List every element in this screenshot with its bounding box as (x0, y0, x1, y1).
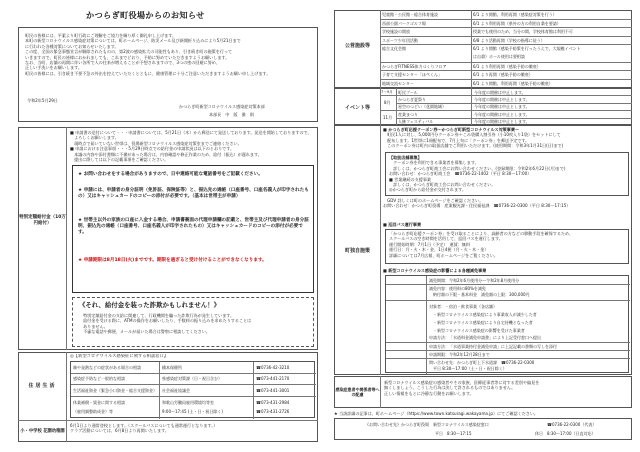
school-line: 6月1日より通常登校とします。（スクールバスについても通常運行となります。） (70, 423, 218, 428)
residence-label: 住居生活 (28, 382, 57, 389)
footer-hours-holiday: 休日 8:30～17:00（日直対応） (535, 431, 596, 436)
support-method-1: 申請方法：「水道料金減免申請書」により上記受付窓口へ提出 (429, 335, 541, 340)
event-row-0-text: 今年度の開催は中止します。 (474, 89, 526, 95)
recruit-line: 詳しくは、かつらぎ町商工会にお問い合わせください。(登録期限：令和2年6月22日(月)まで) (389, 165, 566, 171)
recruit-line: お問い合わせ：かつらぎ町商工会 ☎0736-22-1402（平日 8:30～17:00） (389, 171, 532, 177)
intro-line: ■ 申請における注意事項・・・5月29日時点での給付金の申請状況は以下のとおりです。 (70, 146, 235, 152)
bus-line: 詳細については7月広報、町ホームページをご覧ください。 (389, 252, 498, 258)
warning-id-copy: ★ 申請には、申請者の身分証明（免許証、保険証等）と、振込先の通帳（口座番号、口座名義人が印字されたもの）又はキャッシュカードのコピーの添付が必要です。（基本は世帯主が申請） (78, 188, 309, 200)
support-deadline: 申請期限：令和2年12月28日まで (429, 352, 490, 357)
consideration-line: 新型コロナウイルス感染症の感染者やその家族、医療従事者等に対する差別や偏見を (384, 380, 540, 385)
facility-row-5-text: は自粛）ホール使用は要相談 (473, 54, 525, 59)
facility-row-4-text: 6/1 より開館（感染予防策を行ったうえで、大規模イベント (473, 46, 581, 52)
recruit-line: 詳しくは、かつらぎ町商工会にお問い合わせください。 (389, 182, 496, 188)
support-title: ■ 新型コロナウイルス感染症の影響による各種減免事業 (383, 268, 487, 273)
footer-contact-box (334, 418, 632, 440)
facility-row-4-name: 総合文化会館 (382, 46, 406, 52)
support-target-1: 対象者：・宿泊・飲食事業（各店舗） (429, 304, 497, 309)
bus-line: 運行日：月・火・木・金、1日4便（月・火・木・金） (389, 247, 489, 253)
events-label: イベント等 (344, 104, 370, 111)
recruit-line: クーポン券を利用できる事業者を募集します。 (389, 160, 479, 166)
footer-contact: 《お問い合わせ先》かつらぎ町役場 新型コロナウイルス感染症窓口 (365, 422, 489, 427)
intro-line: よろしくお願いします。 (70, 135, 119, 141)
consideration-label: 感染症患者や関係者等への配慮 (335, 387, 380, 397)
coupon-contact (383, 198, 629, 209)
support-inquiry-hours: 平日 8:30～17:00（土・日・祝日除く） (429, 366, 507, 371)
footer-hours: 平日 8:30～17:15 (435, 431, 472, 436)
consult-row-4-c: ☎073-431-2726 (256, 409, 290, 414)
consult-row-1-b: 県感染症対策課（日・祝日含む） (162, 376, 222, 381)
event-row-2-text: 今年度の開催は中止とします。 (474, 104, 530, 110)
school-line: クラブ活動については、6月8日より再開いたします。 (70, 428, 169, 434)
facility-row-2-name: 学校施設の開放 (382, 29, 410, 35)
support-inquiry: 問い合わせ先：かつらぎ町上下水道課 ☎0736-22-0300 (429, 360, 535, 365)
fraud-line: 給付金を受ける際に、ATMの操作をお願いしたり、手数料の振り込みを求めたりすることは (79, 318, 252, 324)
fraud-title: 《それ、給付金を装った詐欺かもしれません！》 (79, 301, 220, 309)
consideration-line: 無くしましょう。こうした行為は決して許されるものではありません。 (384, 385, 516, 391)
facility-row-7-text: 6/1 より再開（感染予防の徹底） (473, 72, 533, 78)
notice-signature: かつらぎ町新型コロナウイルス感染症対策本部 (179, 104, 265, 109)
fraud-warning-box (72, 297, 314, 347)
event-row-3-name: 産業まつり (398, 111, 418, 117)
coupon-contact-line: GDV 詳しくは町のホームページをご確認ください。 (383, 198, 484, 203)
facility-row-8-text: 6/1 より開館、利用再開（感染予防の徹底） (473, 80, 553, 86)
support-target-2: ・新型コロナウイルス感染症により事業収入が減少した者 (429, 312, 537, 317)
support-period: 減免期間：令和2年6月使用分～令和2年8月使用分 (429, 277, 520, 283)
facility-row-6-text: 6/1 より利用再開（感染予防の徹底） (473, 63, 541, 69)
consult-row-0-b: 橋本保健所 (162, 365, 182, 370)
coupon-line: 配布します。1世帯に1冊配布で、7月上旬に「クーポン券」を郵送予定です。 (383, 137, 530, 143)
benefit-warning-box (72, 165, 314, 293)
school-label: 小・中学校 花園幼稚園 (20, 429, 65, 434)
facility-label: 公営施設等 (344, 42, 370, 49)
event-row-1-month: 8月 (384, 100, 391, 105)
event-row-2-name: 星空のつどい（花園地域） (398, 104, 446, 110)
support-target-4: ・新型コロナウイルス感染症の影響を受けた事業者 (429, 328, 525, 333)
facility-row-0-text: 6/1 より開館、利用再開（感染症対策を行う） (473, 12, 557, 17)
consult-row-0-c: ☎0736-42-3210 (256, 365, 290, 370)
consult-row-2-c: ☎073-441-3001 (256, 388, 290, 393)
facility-row-8-name: 地域交流センター (382, 80, 414, 86)
notice-line: に行われた各種対策についてお知らせいたします。 (25, 43, 119, 49)
notice-line: この度、全国の緊急事態宣言が解除されたものの、第2波の感染拡大の可能性もあり、引き続き町の施策を行って (25, 49, 233, 55)
consult-row-3-a: 休業補償・賃金に関する相談 (73, 400, 125, 405)
recruit-line: ◎かつらぎ町から給付金が交付されます。 (389, 187, 466, 193)
event-row-4-text: 今年度の開催は中止とします。 (474, 119, 530, 124)
coupon-line: このクーポン券は町内の取扱店舗でご利用いただけます。(使用期間：令和3年1月31日(日)まで) (383, 143, 564, 149)
consult-row-3-c: ☎073-431-2984 (256, 400, 290, 405)
event-row-3-month: 11月 (383, 114, 393, 120)
event-row-3-text: 今年度の開催は中止とします。 (474, 111, 530, 117)
school-text (70, 423, 315, 434)
consult-row-1-a: 感染症予防など一般的な相談 (73, 376, 125, 381)
consult-row-4-b: 9:00～17:45 (土・日・祝日除く) (162, 409, 223, 414)
facility-row-3-name: スポーツ少年団活動 (382, 37, 418, 43)
facility-row-3-text: 6/8 より活動再開（学校の指導に従う） (473, 37, 545, 43)
fraud-line: ありません。 (79, 323, 108, 329)
bus-line: スクールバスの空き時間を活用して、巡回バスを運行します。 (389, 236, 503, 242)
warning-proxy: ★ 世帯主以外の家族の口座に入金する場合、申請書裏面の代理申請欄の記載と、世帯主及び代理申請者の身分証明、振込先の通帳（口座番号、口座名義人が印字されたもの）又はキャッシュカードのコピーの添付が必要です。 (78, 218, 309, 236)
event-row-1-text: 今年度の開催は中止とします。 (474, 97, 530, 102)
coupon-block (383, 127, 629, 149)
footer-note: ★ 当該詳細の記事は、町ホームページ（https://www.town.katsuragi.wakayama.jp）にてご確認ください。 (334, 411, 539, 416)
footer-phone: ☎0736-22-0300（代表） (547, 422, 597, 427)
intro-line: 現時点で届いていない世帯は、役場新型コロナウイルス感染症対策室までご連絡ください。 (70, 140, 242, 146)
support-content: 減免内容：使用料の80%を減免 (429, 286, 486, 291)
support-method-2: 申請方法：「水道事業持付金減免申請」に上記記載の書類の写しを添付 (429, 344, 557, 349)
consideration-text (384, 380, 628, 396)
facility-row-1-text: 6/1 より利用再開（県外の方の利用自粛を要請） (473, 20, 561, 26)
notice-line: 町民の皆様には、引き続き不要不急の外出を控えていただくとともに、健康管理に十分ご注意いただきますようお願い申し上げます。 (25, 70, 271, 76)
consult-row-4-a: （雇用調整助成金）等 (73, 409, 113, 414)
notice-line: 本町の新型コロナウイルス感染症対策については、町ホームページ、防災メール及び新聞折り込みにより5月21日まで (25, 38, 241, 44)
facility-row-1-name: 西部公園パークゴルフ場 (382, 20, 426, 26)
support-target-3: ・新型コロナウイルス感染症により自宅待機となった者 (429, 320, 533, 325)
coupon-line: 町民1人に対し、5,000円分クーポン券＋こみ袋購入割引券（小10枚入り1袋）をセットにして (383, 132, 561, 138)
consult-table (70, 361, 315, 418)
consult-row-1-c: ☎073-441-2170 (256, 376, 290, 381)
coupon-contact-line: お問い合わせ：かつらぎ町役場 産業観光課・住民福祉課 ☎0736-22-0300（平日 8:30～17:15） (383, 203, 571, 209)
notice-line: なお、当町、店舗の再開に伴い各所で人の往来が増えることが予想されますので、3つの密の回避に努め、 (25, 60, 220, 66)
notice-chief: 本部長 中 阪 雅 則 (209, 112, 255, 117)
benefit-label: 特別定額給付金（10万円給付） (19, 215, 66, 226)
recruit-line: ■ 営業継続の支援事業 (389, 176, 432, 182)
coupon-recruit-box (385, 152, 629, 196)
facility-row-2-text: 授業でも使用のため、当分の間、学校体育館は利用不可 (473, 29, 573, 35)
facility-row-7-name: 子育て支援センター「ほぺくん」 (382, 72, 442, 78)
support-table (385, 275, 629, 373)
facility-row-0-name: 児童館・公民館・総合体育施設 (382, 12, 438, 17)
intro-line: ■ 申請書の送付について・・・申請書については、5月21日（木）から郵送にて発送しております。発送を開始しておりますので、 (70, 130, 312, 135)
bus-line: ■ 巡回バス運行事業 (383, 222, 422, 227)
consult-row-3-b: 和歌山労働局雇用環境均等室 (162, 400, 214, 405)
coupon-line: ■ かつらぎ町応援クーポン券～かつらぎ町新型コロナウイルス対策事業～ (383, 127, 520, 132)
consult-row-2-a: 生活福祉資金（緊急小口資金・総合支援資金） (73, 388, 157, 393)
facility-row-6-name: かつらぎFITNESS体力づくりフロア (382, 63, 447, 69)
bus-line: 運行開始時期：7月1日（予定） 運賃：無料 (389, 241, 470, 247)
page-title: かつらぎ町役場からのお知らせ (86, 10, 205, 20)
mayor-notice-box (18, 27, 318, 122)
warning-deadline: ★ 申請期限は8月18日(火)までです。期限を過ぎると受け付けることができなくなります。 (78, 258, 267, 263)
town-measures-label: 町独自施策 (344, 247, 370, 254)
notice-date: 令和2年5月29日 (27, 98, 58, 103)
event-row-4-name: 人権フェスティバル (398, 119, 434, 124)
intro-line: 提出に際しては以下の記載事項をご確認ください。 (70, 157, 169, 163)
consult-row-0-a: 咳や発熱などの症状がある場合の相談 (73, 365, 141, 370)
bus-detail-box (385, 229, 629, 264)
consult-header: ◎【新型コロナウイルス感染症に関する相談窓口】 (70, 354, 169, 359)
event-row-0-month: 7～9月 (381, 89, 393, 94)
consult-row-2-b: 社会福祉協議会 (162, 388, 190, 393)
bus-line: 「かつらぎ町応援クーポン券」を受け取ることにより、高齢者の方などの移動手段を確保するため、 (389, 231, 574, 236)
recruit-line: 【取扱店舗募集】 (389, 155, 422, 160)
event-row-1-name: かつらぎ夏祭り (398, 97, 426, 102)
notice-line: 正しい手洗いをお願いします。 (25, 65, 82, 71)
fraud-line: 不審な電話や郵便、メールが届いた場合は警察に相談してください。 (79, 329, 210, 335)
benefit-intro (70, 130, 314, 162)
fraud-line: 特別定額給付金の支給に関連して、行政機関を騙った詐欺行為が発生しています。 (79, 313, 235, 318)
intro-line: 本議の内容や添付書類に不備があった場合は、内容確認や修正作業のため、給付（振込）が遅れます。 (70, 151, 262, 157)
event-row-0-name: 町民プール (398, 89, 418, 95)
support-content-2: 納付額の下限・基本料金 減免額の上限：300,000円 (429, 292, 530, 297)
notice-line: 町民の皆様には、平素より町行政にご理解をご協力を賜り厚く御礼申し上げます。 (25, 33, 177, 38)
bus-block (383, 222, 629, 227)
consideration-line: 正しい情報をもとに冷静な行動をお願いします。 (384, 390, 474, 396)
warning-phone: ★ お問い合わせをする場合がありますので、日中連絡可能な電話番号をご記載ください。 (78, 172, 263, 177)
notice-line: いきますので、町民の皆様におかれましても、これまでどおり、予防に努めていただきますようお願いします。 (25, 54, 230, 60)
